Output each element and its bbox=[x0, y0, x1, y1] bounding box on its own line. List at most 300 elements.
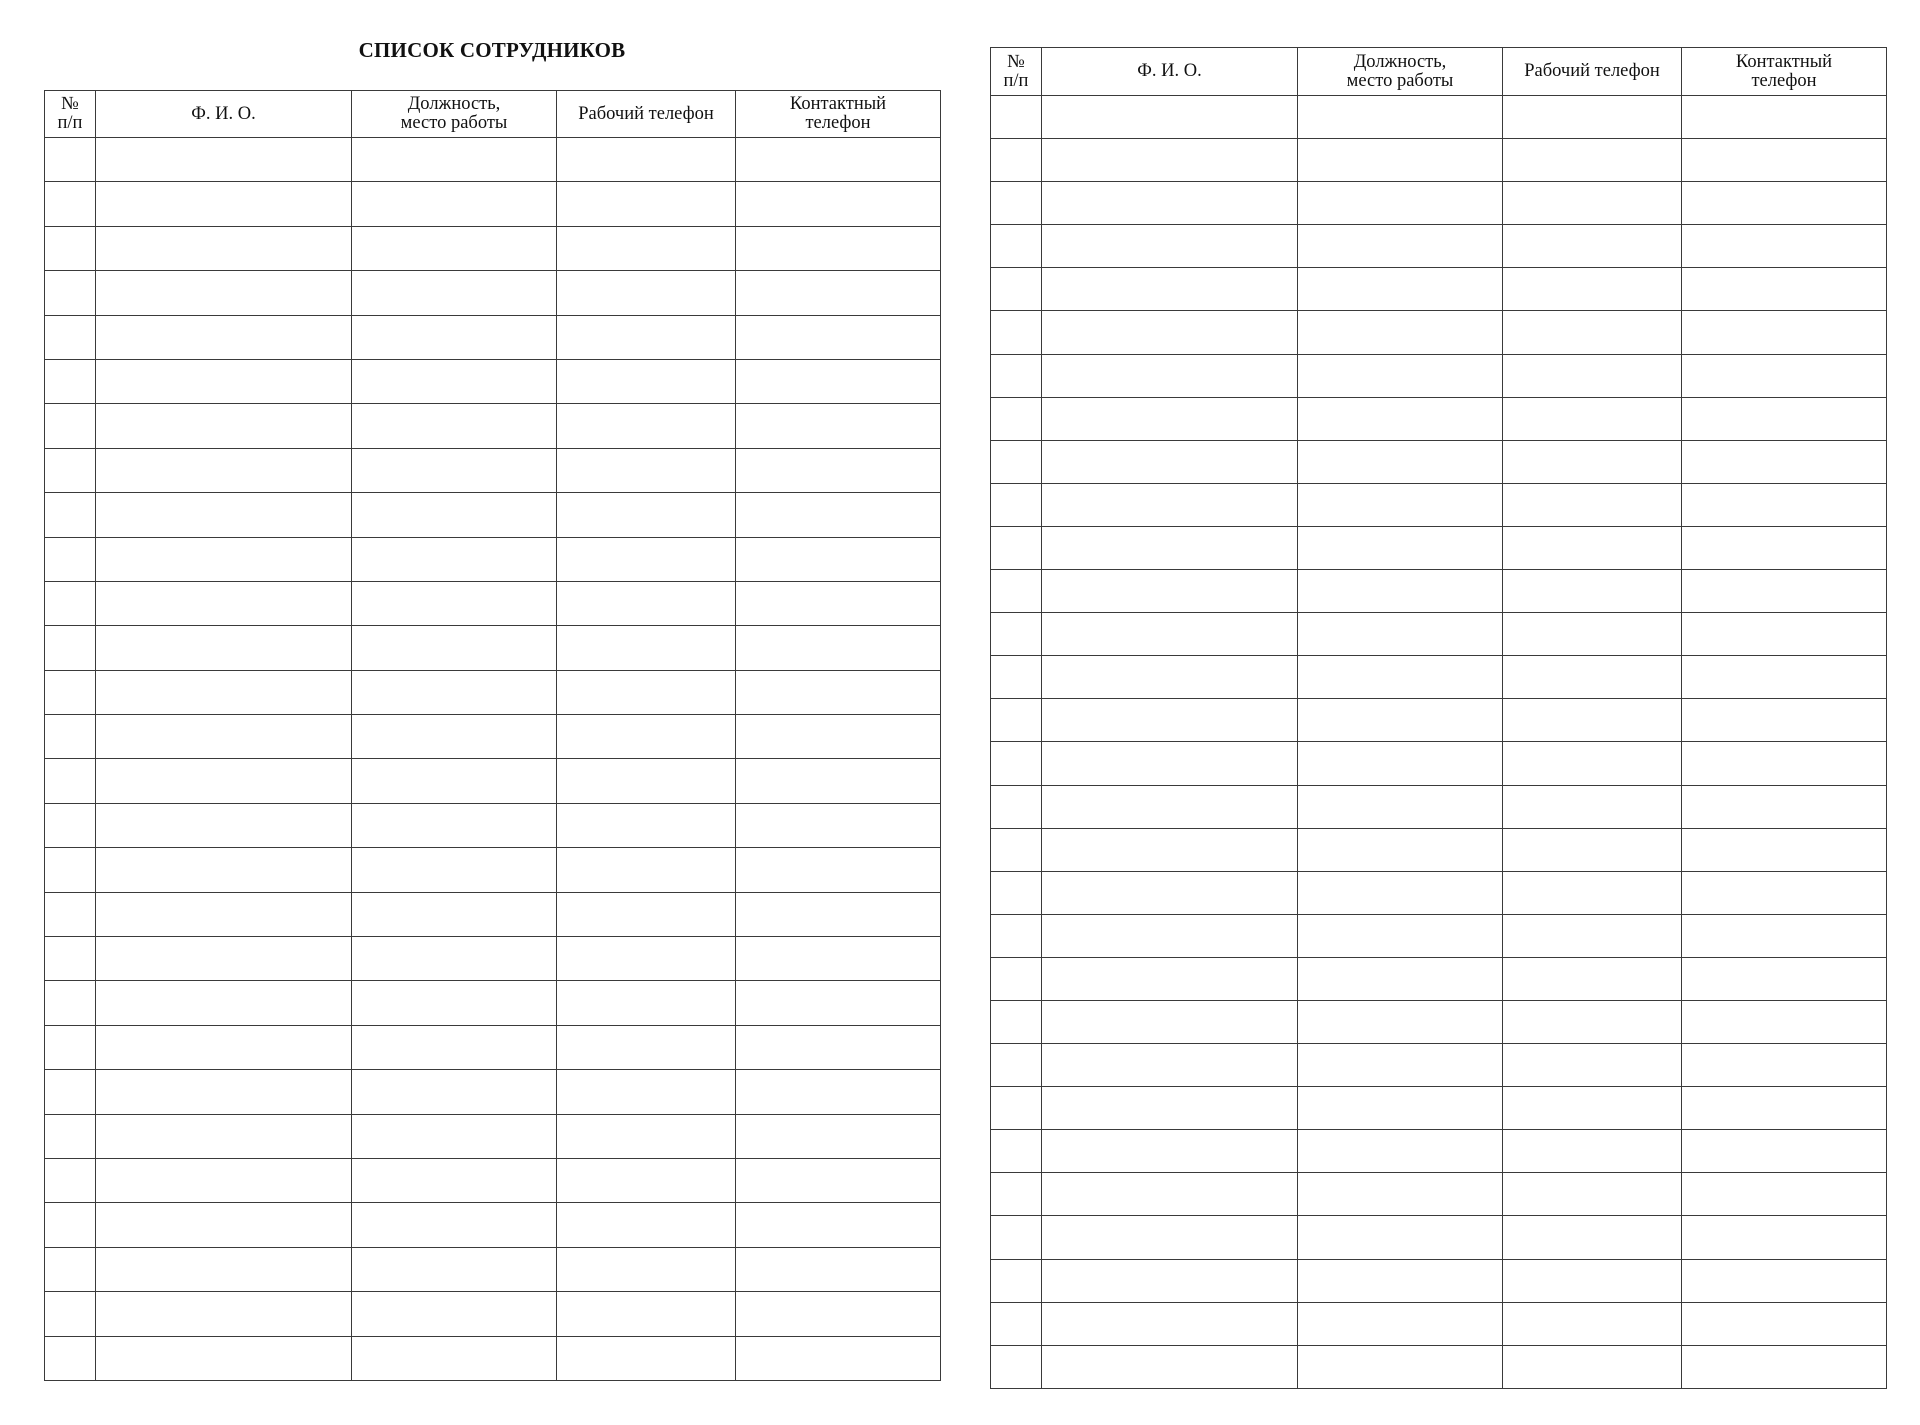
cell-position[interactable] bbox=[352, 1247, 557, 1291]
cell-name[interactable] bbox=[1042, 914, 1298, 957]
cell-work-phone[interactable] bbox=[1503, 1345, 1682, 1388]
cell-position[interactable] bbox=[1298, 225, 1503, 268]
cell-contact-phone[interactable] bbox=[1682, 483, 1887, 526]
cell-name[interactable] bbox=[96, 1070, 352, 1114]
cell-contact-phone[interactable] bbox=[1682, 570, 1887, 613]
cell-contact-phone[interactable] bbox=[736, 892, 941, 936]
cell-number[interactable] bbox=[45, 1203, 96, 1247]
cell-position[interactable] bbox=[352, 759, 557, 803]
cell-number[interactable] bbox=[45, 981, 96, 1025]
table-row bbox=[991, 139, 1887, 182]
cell-name[interactable] bbox=[1042, 957, 1298, 1000]
cell-contact-phone[interactable] bbox=[736, 315, 941, 359]
cell-name[interactable] bbox=[1042, 1345, 1298, 1388]
cell-position[interactable] bbox=[1298, 1302, 1503, 1345]
cell-name[interactable] bbox=[1042, 1087, 1298, 1130]
cell-position[interactable] bbox=[1298, 570, 1503, 613]
cell-contact-phone[interactable] bbox=[1682, 1259, 1887, 1302]
cell-name[interactable] bbox=[1042, 742, 1298, 785]
cell-position[interactable] bbox=[1298, 785, 1503, 828]
cell-position[interactable] bbox=[1298, 268, 1503, 311]
cell-contact-phone[interactable] bbox=[736, 226, 941, 270]
cell-number[interactable] bbox=[45, 448, 96, 492]
cell-position[interactable] bbox=[1298, 1216, 1503, 1259]
cell-position[interactable] bbox=[352, 670, 557, 714]
table-row bbox=[991, 1044, 1887, 1087]
cell-number[interactable] bbox=[991, 914, 1042, 957]
cell-work-phone[interactable] bbox=[557, 226, 736, 270]
cell-name[interactable] bbox=[96, 981, 352, 1025]
cell-number[interactable] bbox=[991, 1130, 1042, 1173]
cell-number[interactable] bbox=[45, 1247, 96, 1291]
cell-contact-phone[interactable] bbox=[1682, 225, 1887, 268]
cell-number[interactable] bbox=[45, 626, 96, 670]
cell-position[interactable] bbox=[1298, 742, 1503, 785]
cell-contact-phone[interactable] bbox=[1682, 742, 1887, 785]
cell-work-phone[interactable] bbox=[557, 581, 736, 625]
cell-name[interactable] bbox=[96, 759, 352, 803]
cell-position[interactable] bbox=[352, 1336, 557, 1380]
cell-name[interactable] bbox=[1042, 1302, 1298, 1345]
cell-number[interactable] bbox=[45, 537, 96, 581]
cell-number[interactable] bbox=[45, 182, 96, 226]
table-row bbox=[45, 1247, 941, 1291]
cell-number[interactable] bbox=[991, 483, 1042, 526]
cell-contact-phone[interactable] bbox=[1682, 914, 1887, 957]
cell-name[interactable] bbox=[96, 315, 352, 359]
cell-contact-phone[interactable] bbox=[1682, 397, 1887, 440]
cell-number[interactable] bbox=[45, 226, 96, 270]
cell-work-phone[interactable] bbox=[1503, 957, 1682, 1000]
cell-work-phone[interactable] bbox=[557, 892, 736, 936]
cell-contact-phone[interactable] bbox=[1682, 613, 1887, 656]
cell-work-phone[interactable] bbox=[1503, 742, 1682, 785]
cell-contact-phone[interactable] bbox=[736, 1336, 941, 1380]
cell-contact-phone[interactable] bbox=[736, 1114, 941, 1158]
cell-work-phone[interactable] bbox=[1503, 785, 1682, 828]
table-row bbox=[991, 225, 1887, 268]
cell-name[interactable] bbox=[96, 581, 352, 625]
cell-contact-phone[interactable] bbox=[1682, 871, 1887, 914]
cell-work-phone[interactable] bbox=[557, 670, 736, 714]
cell-contact-phone[interactable] bbox=[736, 937, 941, 981]
cell-contact-phone[interactable] bbox=[1682, 268, 1887, 311]
cell-name[interactable] bbox=[1042, 570, 1298, 613]
cell-work-phone[interactable] bbox=[557, 1025, 736, 1069]
cell-number[interactable] bbox=[45, 493, 96, 537]
cell-number[interactable] bbox=[991, 96, 1042, 139]
cell-number[interactable] bbox=[45, 138, 96, 182]
cell-work-phone[interactable] bbox=[557, 937, 736, 981]
cell-number[interactable] bbox=[991, 828, 1042, 871]
table-row bbox=[45, 1336, 941, 1380]
cell-work-phone[interactable] bbox=[557, 448, 736, 492]
cell-number[interactable] bbox=[991, 1259, 1042, 1302]
cell-name[interactable] bbox=[1042, 871, 1298, 914]
cell-name[interactable] bbox=[96, 670, 352, 714]
cell-number[interactable] bbox=[991, 1302, 1042, 1345]
cell-name[interactable] bbox=[96, 937, 352, 981]
table-row bbox=[991, 656, 1887, 699]
cell-name[interactable] bbox=[1042, 656, 1298, 699]
cell-number[interactable] bbox=[45, 315, 96, 359]
cell-work-phone[interactable] bbox=[1503, 225, 1682, 268]
cell-contact-phone[interactable] bbox=[736, 537, 941, 581]
cell-number[interactable] bbox=[45, 937, 96, 981]
cell-work-phone[interactable] bbox=[1503, 1302, 1682, 1345]
cell-work-phone[interactable] bbox=[1503, 483, 1682, 526]
cell-number[interactable] bbox=[991, 570, 1042, 613]
cell-contact-phone[interactable] bbox=[736, 759, 941, 803]
cell-name[interactable] bbox=[1042, 613, 1298, 656]
cell-work-phone[interactable] bbox=[1503, 828, 1682, 871]
cell-work-phone[interactable] bbox=[1503, 397, 1682, 440]
cell-work-phone[interactable] bbox=[1503, 1259, 1682, 1302]
cell-contact-phone[interactable] bbox=[1682, 440, 1887, 483]
cell-number[interactable] bbox=[991, 225, 1042, 268]
cell-position[interactable] bbox=[1298, 1173, 1503, 1216]
cell-name[interactable] bbox=[96, 404, 352, 448]
cell-name[interactable] bbox=[1042, 96, 1298, 139]
cell-position[interactable] bbox=[1298, 139, 1503, 182]
cell-work-phone[interactable] bbox=[1503, 570, 1682, 613]
cell-number[interactable] bbox=[991, 139, 1042, 182]
cell-position[interactable] bbox=[352, 271, 557, 315]
cell-position[interactable] bbox=[1298, 96, 1503, 139]
cell-position[interactable] bbox=[352, 226, 557, 270]
cell-position[interactable] bbox=[1298, 1044, 1503, 1087]
cell-number[interactable] bbox=[991, 742, 1042, 785]
cell-position[interactable] bbox=[352, 715, 557, 759]
cell-name[interactable] bbox=[1042, 828, 1298, 871]
cell-name[interactable] bbox=[96, 1336, 352, 1380]
cell-contact-phone[interactable] bbox=[736, 1025, 941, 1069]
cell-name[interactable] bbox=[1042, 311, 1298, 354]
cell-number[interactable] bbox=[45, 1292, 96, 1336]
cell-contact-phone[interactable] bbox=[1682, 1087, 1887, 1130]
cell-position[interactable] bbox=[352, 848, 557, 892]
cell-name[interactable] bbox=[96, 537, 352, 581]
cell-contact-phone[interactable] bbox=[1682, 957, 1887, 1000]
cell-name[interactable] bbox=[96, 1025, 352, 1069]
cell-number[interactable] bbox=[991, 613, 1042, 656]
cell-contact-phone[interactable] bbox=[736, 359, 941, 403]
cell-name[interactable] bbox=[96, 1114, 352, 1158]
cell-contact-phone[interactable] bbox=[736, 271, 941, 315]
cell-name[interactable] bbox=[1042, 526, 1298, 569]
cell-contact-phone[interactable] bbox=[1682, 1130, 1887, 1173]
table-row bbox=[45, 1114, 941, 1158]
cell-work-phone[interactable] bbox=[557, 1336, 736, 1380]
cell-name[interactable] bbox=[96, 359, 352, 403]
cell-contact-phone[interactable] bbox=[1682, 182, 1887, 225]
cell-work-phone[interactable] bbox=[1503, 1044, 1682, 1087]
cell-number[interactable] bbox=[45, 759, 96, 803]
cell-position[interactable] bbox=[1298, 699, 1503, 742]
cell-name[interactable] bbox=[1042, 1044, 1298, 1087]
cell-name[interactable] bbox=[96, 892, 352, 936]
cell-work-phone[interactable] bbox=[557, 404, 736, 448]
cell-number[interactable] bbox=[45, 359, 96, 403]
cell-work-phone[interactable] bbox=[1503, 1216, 1682, 1259]
cell-number[interactable] bbox=[45, 1158, 96, 1202]
cell-work-phone[interactable] bbox=[1503, 1000, 1682, 1043]
cell-position[interactable] bbox=[352, 359, 557, 403]
cell-work-phone[interactable] bbox=[1503, 1130, 1682, 1173]
cell-work-phone[interactable] bbox=[1503, 311, 1682, 354]
cell-contact-phone[interactable] bbox=[736, 182, 941, 226]
cell-contact-phone[interactable] bbox=[736, 1292, 941, 1336]
cell-contact-phone[interactable] bbox=[1682, 1000, 1887, 1043]
cell-work-phone[interactable] bbox=[1503, 699, 1682, 742]
cell-name[interactable] bbox=[96, 493, 352, 537]
cell-position[interactable] bbox=[352, 1158, 557, 1202]
cell-work-phone[interactable] bbox=[557, 803, 736, 847]
cell-contact-phone[interactable] bbox=[736, 448, 941, 492]
cell-position[interactable] bbox=[1298, 483, 1503, 526]
cell-number[interactable] bbox=[45, 1336, 96, 1380]
cell-contact-phone[interactable] bbox=[1682, 1173, 1887, 1216]
cell-position[interactable] bbox=[352, 493, 557, 537]
cell-position[interactable] bbox=[352, 537, 557, 581]
cell-work-phone[interactable] bbox=[1503, 656, 1682, 699]
cell-number[interactable] bbox=[991, 526, 1042, 569]
cell-position[interactable] bbox=[352, 1070, 557, 1114]
cell-name[interactable] bbox=[1042, 1130, 1298, 1173]
cell-work-phone[interactable] bbox=[557, 848, 736, 892]
table-row bbox=[991, 785, 1887, 828]
cell-position[interactable] bbox=[352, 182, 557, 226]
cell-name[interactable] bbox=[1042, 268, 1298, 311]
cell-work-phone[interactable] bbox=[557, 138, 736, 182]
cell-position[interactable] bbox=[1298, 914, 1503, 957]
cell-number[interactable] bbox=[991, 311, 1042, 354]
cell-number[interactable] bbox=[45, 803, 96, 847]
cell-number[interactable] bbox=[45, 670, 96, 714]
cell-position[interactable] bbox=[352, 803, 557, 847]
cell-position[interactable] bbox=[352, 981, 557, 1025]
cell-work-phone[interactable] bbox=[557, 315, 736, 359]
cell-work-phone[interactable] bbox=[557, 1070, 736, 1114]
cell-work-phone[interactable] bbox=[557, 1292, 736, 1336]
cell-work-phone[interactable] bbox=[557, 271, 736, 315]
cell-work-phone[interactable] bbox=[1503, 1087, 1682, 1130]
cell-position[interactable] bbox=[352, 581, 557, 625]
cell-work-phone[interactable] bbox=[1503, 526, 1682, 569]
cell-work-phone[interactable] bbox=[1503, 914, 1682, 957]
cell-work-phone[interactable] bbox=[557, 1247, 736, 1291]
cell-contact-phone[interactable] bbox=[736, 404, 941, 448]
cell-work-phone[interactable] bbox=[557, 182, 736, 226]
cell-contact-phone[interactable] bbox=[736, 715, 941, 759]
cell-work-phone[interactable] bbox=[557, 626, 736, 670]
cell-name[interactable] bbox=[96, 1158, 352, 1202]
cell-contact-phone[interactable] bbox=[736, 138, 941, 182]
cell-number[interactable] bbox=[991, 1216, 1042, 1259]
cell-position[interactable] bbox=[1298, 656, 1503, 699]
cell-work-phone[interactable] bbox=[557, 981, 736, 1025]
cell-contact-phone[interactable] bbox=[736, 1158, 941, 1202]
cell-contact-phone[interactable] bbox=[1682, 1044, 1887, 1087]
cell-name[interactable] bbox=[1042, 139, 1298, 182]
cell-name[interactable] bbox=[96, 448, 352, 492]
cell-position[interactable] bbox=[1298, 182, 1503, 225]
cell-number[interactable] bbox=[991, 1044, 1042, 1087]
cell-position[interactable] bbox=[1298, 613, 1503, 656]
cell-number[interactable] bbox=[991, 871, 1042, 914]
cell-number[interactable] bbox=[991, 182, 1042, 225]
cell-work-phone[interactable] bbox=[1503, 139, 1682, 182]
cell-name[interactable] bbox=[1042, 440, 1298, 483]
cell-contact-phone[interactable] bbox=[1682, 656, 1887, 699]
cell-work-phone[interactable] bbox=[557, 715, 736, 759]
cell-position[interactable] bbox=[1298, 1345, 1503, 1388]
cell-name[interactable] bbox=[96, 226, 352, 270]
cell-position[interactable] bbox=[1298, 526, 1503, 569]
cell-contact-phone[interactable] bbox=[736, 803, 941, 847]
cell-work-phone[interactable] bbox=[557, 537, 736, 581]
cell-contact-phone[interactable] bbox=[736, 981, 941, 1025]
cell-position[interactable] bbox=[352, 937, 557, 981]
cell-name[interactable] bbox=[1042, 354, 1298, 397]
cell-contact-phone[interactable] bbox=[1682, 526, 1887, 569]
cell-name[interactable] bbox=[96, 271, 352, 315]
cell-work-phone[interactable] bbox=[557, 1158, 736, 1202]
cell-contact-phone[interactable] bbox=[1682, 354, 1887, 397]
cell-position[interactable] bbox=[1298, 957, 1503, 1000]
cell-position[interactable] bbox=[352, 626, 557, 670]
cell-work-phone[interactable] bbox=[557, 1114, 736, 1158]
cell-position[interactable] bbox=[1298, 440, 1503, 483]
cell-contact-phone[interactable] bbox=[736, 1247, 941, 1291]
cell-position[interactable] bbox=[1298, 1130, 1503, 1173]
cell-position[interactable] bbox=[1298, 1000, 1503, 1043]
cell-name[interactable] bbox=[1042, 397, 1298, 440]
header-name: Ф. И. О. bbox=[1042, 48, 1298, 96]
cell-position[interactable] bbox=[1298, 828, 1503, 871]
cell-position[interactable] bbox=[352, 404, 557, 448]
cell-contact-phone[interactable] bbox=[1682, 828, 1887, 871]
cell-position[interactable] bbox=[352, 892, 557, 936]
cell-number[interactable] bbox=[991, 1173, 1042, 1216]
cell-number[interactable] bbox=[45, 1025, 96, 1069]
cell-name[interactable] bbox=[96, 715, 352, 759]
cell-name[interactable] bbox=[1042, 1216, 1298, 1259]
cell-position[interactable] bbox=[1298, 1087, 1503, 1130]
cell-work-phone[interactable] bbox=[1503, 354, 1682, 397]
cell-position[interactable] bbox=[352, 1025, 557, 1069]
cell-work-phone[interactable] bbox=[557, 493, 736, 537]
cell-position[interactable] bbox=[1298, 397, 1503, 440]
cell-contact-phone[interactable] bbox=[736, 848, 941, 892]
cell-contact-phone[interactable] bbox=[1682, 785, 1887, 828]
cell-position[interactable] bbox=[1298, 354, 1503, 397]
cell-work-phone[interactable] bbox=[1503, 1173, 1682, 1216]
cell-position[interactable] bbox=[352, 138, 557, 182]
cell-name[interactable] bbox=[1042, 785, 1298, 828]
cell-work-phone[interactable] bbox=[1503, 613, 1682, 656]
cell-position[interactable] bbox=[352, 1114, 557, 1158]
cell-number[interactable] bbox=[991, 1345, 1042, 1388]
cell-number[interactable] bbox=[991, 354, 1042, 397]
cell-name[interactable] bbox=[96, 182, 352, 226]
cell-number[interactable] bbox=[991, 440, 1042, 483]
cell-position[interactable] bbox=[352, 315, 557, 359]
cell-name[interactable] bbox=[96, 626, 352, 670]
cell-work-phone[interactable] bbox=[557, 1203, 736, 1247]
cell-number[interactable] bbox=[45, 1114, 96, 1158]
cell-name[interactable] bbox=[96, 803, 352, 847]
cell-number[interactable] bbox=[991, 785, 1042, 828]
cell-number[interactable] bbox=[45, 715, 96, 759]
cell-work-phone[interactable] bbox=[557, 759, 736, 803]
cell-number[interactable] bbox=[45, 581, 96, 625]
cell-contact-phone[interactable] bbox=[1682, 699, 1887, 742]
cell-position[interactable] bbox=[1298, 871, 1503, 914]
cell-position[interactable] bbox=[352, 1292, 557, 1336]
cell-name[interactable] bbox=[1042, 699, 1298, 742]
cell-contact-phone[interactable] bbox=[736, 1203, 941, 1247]
cell-number[interactable] bbox=[45, 1070, 96, 1114]
cell-contact-phone[interactable] bbox=[736, 670, 941, 714]
cell-number[interactable] bbox=[991, 1000, 1042, 1043]
cell-name[interactable] bbox=[1042, 1259, 1298, 1302]
cell-number[interactable] bbox=[45, 271, 96, 315]
cell-number[interactable] bbox=[45, 892, 96, 936]
cell-contact-phone[interactable] bbox=[1682, 139, 1887, 182]
cell-number[interactable] bbox=[991, 957, 1042, 1000]
cell-number[interactable] bbox=[991, 268, 1042, 311]
cell-contact-phone[interactable] bbox=[736, 1070, 941, 1114]
cell-name[interactable] bbox=[96, 138, 352, 182]
cell-contact-phone[interactable] bbox=[736, 493, 941, 537]
table-row bbox=[45, 1070, 941, 1114]
cell-number[interactable] bbox=[991, 699, 1042, 742]
cell-work-phone[interactable] bbox=[1503, 96, 1682, 139]
cell-work-phone[interactable] bbox=[1503, 268, 1682, 311]
cell-work-phone[interactable] bbox=[1503, 182, 1682, 225]
cell-name[interactable] bbox=[96, 1292, 352, 1336]
cell-position[interactable] bbox=[1298, 311, 1503, 354]
cell-number[interactable] bbox=[45, 404, 96, 448]
cell-name[interactable] bbox=[96, 1203, 352, 1247]
cell-position[interactable] bbox=[352, 448, 557, 492]
cell-contact-phone[interactable] bbox=[1682, 1345, 1887, 1388]
cell-number[interactable] bbox=[991, 397, 1042, 440]
cell-contact-phone[interactable] bbox=[1682, 96, 1887, 139]
cell-number[interactable] bbox=[991, 656, 1042, 699]
cell-number[interactable] bbox=[45, 848, 96, 892]
cell-position[interactable] bbox=[352, 1203, 557, 1247]
cell-work-phone[interactable] bbox=[1503, 440, 1682, 483]
cell-name[interactable] bbox=[1042, 1173, 1298, 1216]
cell-name[interactable] bbox=[1042, 182, 1298, 225]
cell-name[interactable] bbox=[1042, 225, 1298, 268]
cell-name[interactable] bbox=[96, 1247, 352, 1291]
cell-contact-phone[interactable] bbox=[736, 626, 941, 670]
cell-name[interactable] bbox=[96, 848, 352, 892]
cell-contact-phone[interactable] bbox=[736, 581, 941, 625]
cell-name[interactable] bbox=[1042, 1000, 1298, 1043]
cell-contact-phone[interactable] bbox=[1682, 1302, 1887, 1345]
cell-name[interactable] bbox=[1042, 483, 1298, 526]
cell-work-phone[interactable] bbox=[1503, 871, 1682, 914]
cell-position[interactable] bbox=[1298, 1259, 1503, 1302]
cell-contact-phone[interactable] bbox=[1682, 311, 1887, 354]
cell-number[interactable] bbox=[991, 1087, 1042, 1130]
cell-work-phone[interactable] bbox=[557, 359, 736, 403]
cell-contact-phone[interactable] bbox=[1682, 1216, 1887, 1259]
